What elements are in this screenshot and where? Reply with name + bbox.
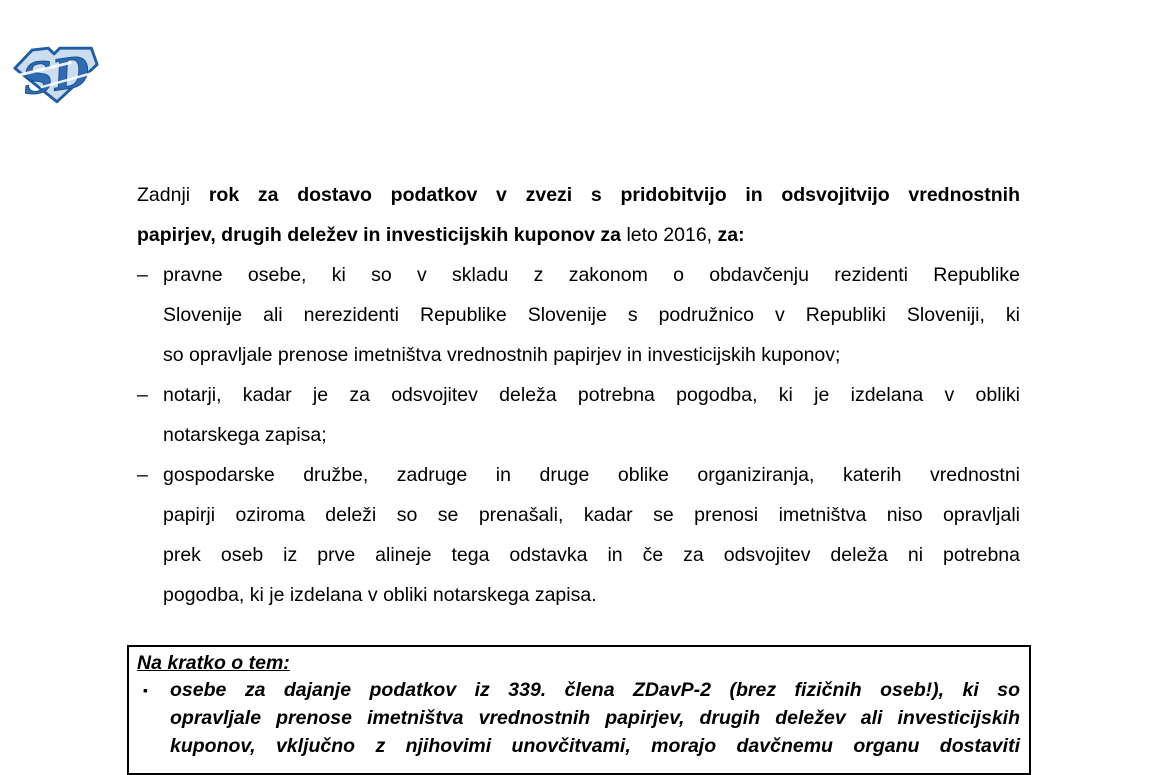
dash-bullet-marker: – [137, 264, 148, 286]
main-text-block [137, 175, 1020, 615]
heading-regular-text: Zadnji [137, 184, 191, 206]
square-bullet-marker: ▪ [143, 682, 148, 698]
list-item-line: pogodba, ki je izdelana v obliki notarskega zapisa. [163, 584, 597, 606]
list-item [137, 455, 1020, 615]
list-item-line: notarji, kadar je za odsvojitev deleža potrebna pogodba, ki je izdelana v obliki [163, 384, 1020, 406]
list-item-text [163, 455, 1020, 615]
summary-list-item [137, 676, 1020, 760]
list-item-text [163, 255, 1020, 375]
logo-letters: SD [19, 45, 93, 105]
summary-item-line: osebe za dajanje podatkov iz 339. člena ZDavP-2 (brez fizičnih oseb!), ki so [170, 679, 1020, 701]
heading-line-1 [137, 175, 1020, 215]
summary-box [127, 645, 1031, 775]
list-item-line: so opravljale prenose imetništva vrednostnih papirjev in investicijskih kuponov; [163, 344, 841, 366]
sd-diamond-logo-icon [12, 43, 100, 105]
list-item-line: pravne osebe, ki so v skladu z zakonom o obdavčenju rezidenti Republike [163, 264, 1020, 286]
list-item-line: papirji oziroma deleži so se prenašali, kadar se prenosi imetništva niso opravljali [163, 504, 1020, 526]
heading-line-2 [137, 215, 1020, 255]
list-item-text [163, 375, 1020, 455]
heading-bold-text: papirjev, drugih deležev in investicijskih kuponov za [137, 224, 622, 246]
list-item-line: notarskega zapisa; [163, 424, 327, 446]
dash-bullet-marker: – [137, 464, 148, 486]
summary-box-title-text: Na kratko o tem: [137, 652, 290, 674]
heading-bold-text: rok za dostavo podatkov v zvezi s pridobitvijo in odsvojitvijo vrednostnih [208, 184, 1020, 206]
list-item [137, 375, 1020, 455]
heading-regular-text: leto 2016, [626, 224, 713, 246]
summary-box-title [137, 650, 1020, 676]
list-item [137, 255, 1020, 375]
list-item-line: Slovenije ali nerezidenti Republike Slovenije s podružnico v Republiki Sloveniji, ki [163, 304, 1020, 326]
dash-bullet-marker: – [137, 384, 148, 406]
list-item-line: prek oseb iz prve alineje tega odstavka in če za odsvojitev deleža ni potrebna [163, 544, 1020, 566]
summary-list-item-text [170, 676, 1020, 760]
list-item-line: gospodarske družbe, zadruge in druge oblike organiziranja, katerih vrednostni [163, 464, 1020, 486]
heading-bold-text: za: [717, 224, 745, 246]
shield-shape [12, 43, 100, 105]
summary-item-line: opravljale prenose imetništva vrednostnih papirjev, drugih deležev ali investicijskih [170, 707, 1020, 729]
summary-item-line: kuponov, vključno z njihovimi unovčitvami, morajo davčnemu organu dostaviti [170, 735, 1020, 757]
